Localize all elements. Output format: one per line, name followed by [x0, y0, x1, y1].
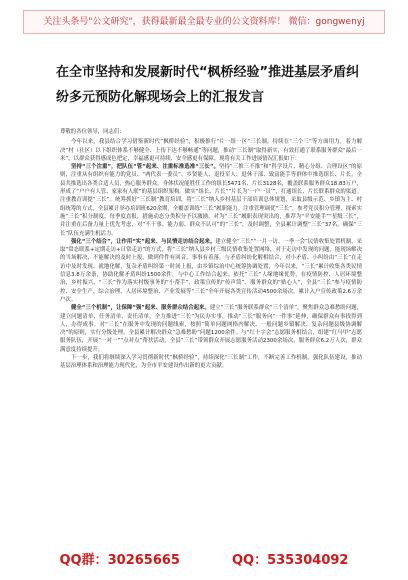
paragraph-section-1: 坚持“三个注重”，把队伍“管”起来、注重标准选准“三长”。坚持“三推三不推”和“科学设片、精心分组、合理设区”的原则，注重从有组织有能力的党员、“两代表一委员”、乡贤能人、退役军人、退休干部、致富能手等群体中推选组长、片长，全县共推选出各类合适人员，热心服务群众，身体状况能胜任工作的组长5471名、片长3128名，覆盖联系服务群众18.83万户，形成了“户户有人管、家家有人联”的基层组织架构。做实“组长、片长”“片长为‘一户一员’”，打通组长、片长联系群众的渠道。注重教育训提“三长”。统筹抓好“三长制”教育培训，将“三长”纳入乡村基层干部培训总体规划，采取县级示范、乡镇为主、村组统筹的方式，全县累计举办培训班620余期，全覆盖训练“三长”履职能力。注重管理调优“三长”。参考党员积分管理，探索实施“三长”积分制度，每季度直报，措施动态分类积分予以激励，对为“三长”履职表现突出的，推荐为“平安能手”“星级三长”，并注重在后备力量上优先考虑，对“不干事、能力弱、群众不认可”的“三长”，及时调整，全县累计调整“三长”37名，确保“三长”队伍充满生机活力。	[60, 164, 362, 237]
paragraph-intro: 今年以来，我县结合学习借鉴新时代“枫桥经验”，积极推行“片一组一区”三长制，持续在“三个三”等方面用力，着力解决“村（社区）以下组织体系不够健全、上传下达不够畅通”等问题，推动“三长制”取得新实，有效打通了联系服务群众“最后一米”，以群众获得感成色把定，幸福感更可持续、安全感更有保障。现将有关工作进展情况汇报如下：	[60, 139, 362, 162]
paragraph-closing: 下一步，我们将继续深入学习贯彻新时代“枫桥经验”，持续深化“三长制”工作，不断完善工作机制，强化队伍建设，推动基层治理体系和治理能力现代化，为全市平安建设作出新的更大贡献。	[60, 355, 362, 370]
document-title: 在全市坚持和发展新时代“枫桥经验”推进基层矛盾纠纷多元预防化解现场会上的汇报发言	[56, 65, 360, 105]
paragraph-section-3: 健全“三个机制”，让保障“强”起来、服务群众结合起来。建立“三长”服务联系群众“三个清单”，聚焦群众急难愁盼问题，建立问题清单、任务清单、责任清单，全力推进“三长”为民办实事，推动“三长”服务向“一件事”延伸，确保群众有事找得到人、办得成事。对“三长”在服务中发现的问题线索，按照“简单问题网格内解决、一般问题乡镇解决、复杂问题县级协调解决”的原则，实行分级处理，全县累计解决群众“急难愁盼”问题1200余件。与“红十字会”志愿服务相结合，组建“红马甲”志愿服务队伍，开展“一对一”“点对点”帮扶活动，全县“三长”带领群众开展志愿服务活动2300余场次，服务群众6.2万人次，群众满意度持续提升。	[60, 305, 362, 353]
paragraph-section-2: 强化“三个结合”，让作用“实”起来、与民情走访结合起来。建立健全“三长”“一月一访、一季一会”民情收集处置机制，采取“常态联系+定期走访+日常走访”的方式，将“三长”纳入县乡村三级民情收集处置网络，对于走访中发现的问题，能现场解决的当场解决，不能解决的及时上报，做到件件有回音、事事有着落。与矛盾纠纷化解相结合，对小矛盾、小纠纷由“三长”在走访中及时发现、就地化解，复杂矛盾纠纷第一时间上报，由乡镇综治中心统筹协调处置，今年以来，“三长”累计收集各类民情信息3.8万余条，协助化解矛盾纠纷1500余件，与中心工作结合起来。依托“三长”人缘地缘优势，在疫情防控、人居环境整治、乡村振兴、“三长”作为落实村级事务的“小帮手”、政策宣传的“传声筒”、服务群众的“贴心人”，全县“三长”参与疫情防控、安全生产、综合治理、人居环境整治、产业发展等“三长”全年开展各类宣传活动4500余场次，累计入户宣传政策2.6万余户次。	[60, 238, 362, 303]
qq-group-text: QQ群：30265665	[59, 553, 180, 568]
document-body	[60, 128, 362, 522]
promo-banner: 关注头条号"公文研究"，获得最新最全最专业的公文资料库！ 微信：gongwenyj	[23, 10, 385, 34]
section-heading: 强化“三个结合”，让作用“实”起来、与民情走访结合起来。	[71, 238, 216, 245]
qq-number-text: QQ：535304092	[231, 553, 349, 568]
greeting: 尊敬的各位领导，同志们：	[60, 129, 125, 135]
section-heading: 健全“三个机制”，让保障“强”起来、服务群众结合起来。	[71, 305, 210, 312]
contact-footer	[0, 549, 408, 568]
section-heading: 坚持“三个注重”，把队伍“管”起来、注重标准选准“三长”。	[71, 164, 219, 171]
